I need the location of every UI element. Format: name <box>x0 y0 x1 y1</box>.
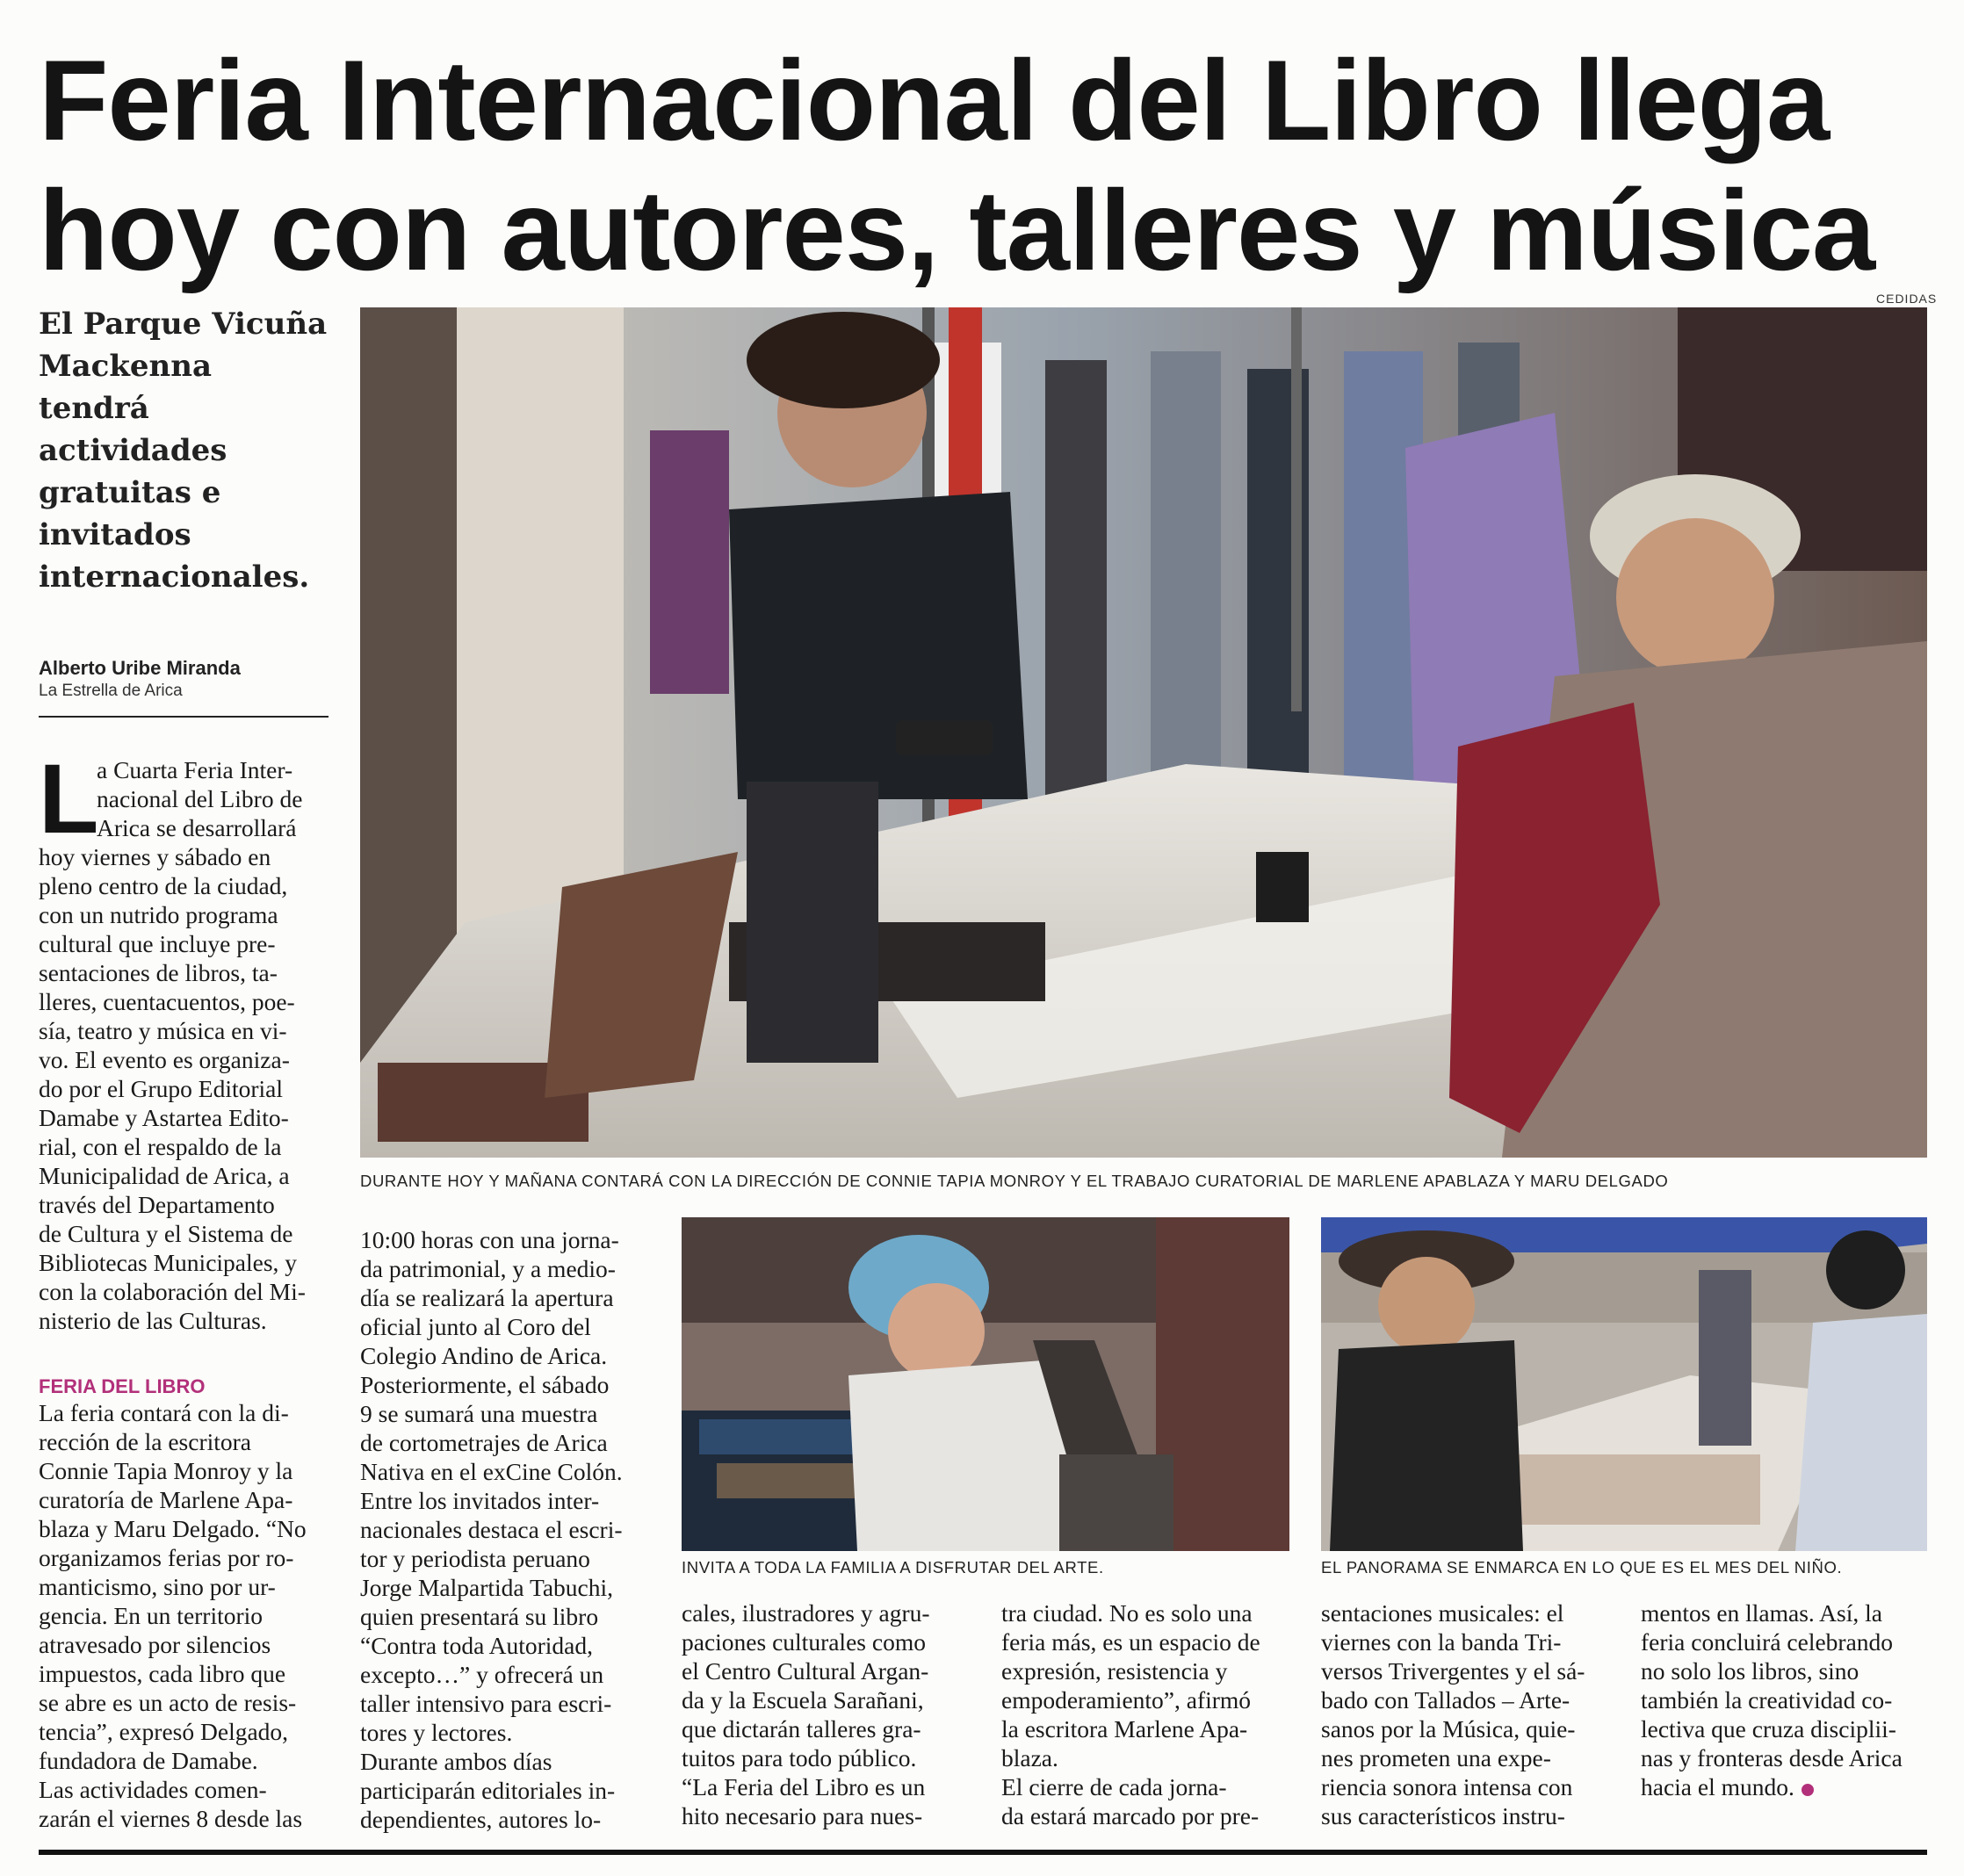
third-photo <box>1321 1217 1927 1551</box>
column-4-text: tra ciudad. No es solo una feria más, es un espacio de expresión, resistencia y empoderamiento”, afirmó la escritora Marlene Apa- blaza. El cierre de cada jorna- da estará marcado por pre- <box>1001 1599 1260 1829</box>
second-photo-caption: INVITA A TODA LA FAMILIA A DISFRUTAR DEL ARTE. <box>682 1558 1104 1577</box>
woman-browsing-photo-illustration <box>682 1217 1289 1551</box>
column-5-text: sentaciones musicales: el viernes con la banda Tri- versos Trivergentes y el sá- bado con Tallados – Arte- sanos por la Música, quie- nes prometen una expe- riencia sonora intensa con sus característicos instru- <box>1321 1599 1585 1829</box>
section-heading: FERIA DEL LIBRO <box>39 1375 206 1397</box>
deck: El Parque Vicuña Mackenna tendrá actividades gratuitas e invitados internacionales. <box>39 307 328 595</box>
third-photo-caption: EL PANORAMA SE ENMARCA EN LO QUE ES EL MES DEL NIÑO. <box>1321 1558 1843 1577</box>
column-3-text: cales, ilustradores y agru- paciones culturales como el Centro Cultural Argan- da y la Escuela Sarañani, que dictarán talleres gra- tuitos para todo público. “La Feria del Libro es un hito necesario para nues- <box>682 1599 930 1829</box>
main-photo-caption: DURANTE HOY Y MAÑANA CONTARÁ CON LA DIRECCIÓN DE CONNIE TAPIA MONROY Y EL TRABAJO CURATORIAL DE MARLENE APABLAZA Y MARU DELGADO <box>360 1172 1669 1190</box>
byline: Alberto Uribe Miranda <box>39 657 241 679</box>
column-6-text-content: mentos en llamas. Así, la feria concluirá celebrando no solo los libros, sino también la creatividad co- lectiva que cruza disciplii- nas y fronteras desde Arica hacia el mundo. <box>1641 1599 1903 1800</box>
column-2-text: 10:00 horas con una jorna- da patrimonial, y a medio- día se realizará la apertura oficial junto al Coro del Colegio Andino de Arica. Posteriormente, el sábado 9 se sumará una muestra de cortometrajes de Arica Nativa en el exCine Colón. Entre los invitados inter- nacionales destaca el escri- tor y periodista peruano Jorge Malpartida Tabuchi, quien presentará su libro “Contra toda Autoridad, excepto…” y ofrecerá un taller intensivo para escri- tores y lectores. Durante ambos días participarán editoriales in- dependientes, autores lo- <box>360 1226 623 1833</box>
drop-cap: L <box>39 744 99 854</box>
stalls-under-tent-photo-illustration <box>1321 1217 1927 1551</box>
main-photo <box>360 307 1927 1158</box>
column-1-lead: a Cuarta Feria Inter- nacional del Libro de Arica se desarrollará <box>97 756 303 841</box>
photo-credit: CEDIDAS <box>1876 292 1938 306</box>
book-fair-photo-illustration <box>360 307 1927 1158</box>
byline-divider <box>39 716 329 718</box>
column-1-text: hoy viernes y sábado en pleno centro de la ciudad, con un nutrido programa cultural que incluye pre- sentaciones de libros, ta- lleres, cuentacuentos, poe- sía, teatro y música en vi- vo. El evento es organiza- do por el Grupo Editorial Damabe y Astartea Edito- rial, con el respaldo de la Municipalidad de Arica, a través del Departamento de Cultura y el Sistema de Bibliotecas Municipales, y con la colaboración del Mi- nisterio de las Culturas. <box>39 843 306 1334</box>
bottom-rule <box>39 1850 1927 1855</box>
column-1-text-continued: La feria contará con la di- rección de la escritora Connie Tapia Monroy y la curatoría de Marlene Apa- blaza y Maru Delgado. “No organizamos ferias por ro- manticismo, sino por ur- gencia. En un territorio atravesado por silencios impuestos, cada libro que se abre es un acto de resis- tencia”, expresó Delgado, fundadora de Damabe. Las actividades comen- zarán el viernes 8 desde las <box>39 1399 307 1832</box>
end-mark-icon <box>1802 1784 1814 1796</box>
column-6 <box>1641 1598 1927 1801</box>
headline: Feria Internacional del Libro llega hoy con autores, talleres y música <box>39 36 1875 294</box>
publication-name: La Estrella de Arica <box>39 682 183 700</box>
second-photo <box>682 1217 1289 1551</box>
column-6-text <box>1641 1598 1927 1801</box>
